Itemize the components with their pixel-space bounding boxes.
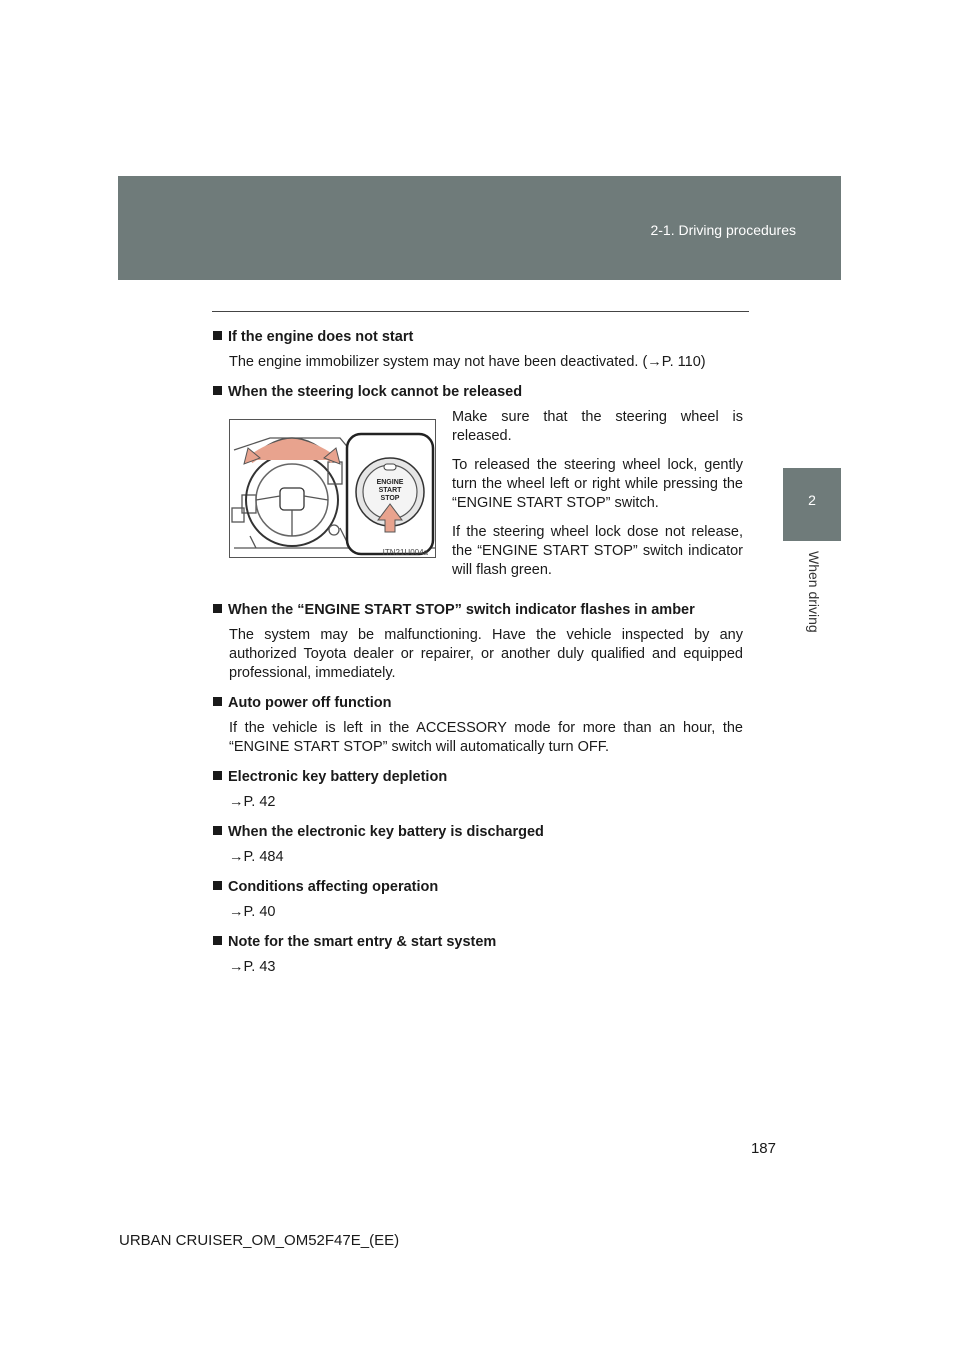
section-heading: Auto power off function — [213, 693, 743, 713]
section-paragraph: To released the steering wheel lock, gently turn the wheel left or right while pressing the “ENGINE START STOP” switch. — [452, 457, 743, 511]
page-number: 187 — [750, 1140, 776, 1157]
chapter-number: 2 — [808, 492, 816, 508]
button-line: STOP — [380, 495, 400, 502]
section-body: The engine immobilizer system may not have been deactivated. (→P. 110) — [229, 354, 706, 370]
page-reference: →P. 43 — [229, 959, 276, 975]
section-heading: Electronic key battery depletion — [213, 767, 743, 787]
section-body: The system may be malfunctioning. Have the vehicle inspected by any authorized Toyota dealer or repairer, or another duly qualified and equipped professional, immediately. — [229, 627, 743, 681]
square-bullet-icon — [213, 771, 222, 780]
content — [213, 327, 743, 987]
section-heading: Note for the smart entry & start system — [213, 932, 743, 952]
chapter-label — [806, 551, 826, 651]
square-bullet-icon — [213, 826, 222, 835]
section-heading: Conditions affecting operation — [213, 877, 743, 897]
button-line: ENGINE — [376, 479, 404, 486]
section-heading: When the “ENGINE START STOP” switch indicator flashes in amber — [213, 600, 743, 620]
square-bullet-icon — [213, 936, 222, 945]
steering-wheel-drawing — [230, 420, 435, 557]
square-bullet-icon — [213, 386, 222, 395]
steering-wheel-illustration — [229, 419, 436, 558]
section-heading: When the steering lock cannot be released — [213, 382, 743, 402]
square-bullet-icon — [213, 331, 222, 340]
section-title: 2-1. Driving procedures — [650, 222, 796, 238]
top-rule — [212, 311, 749, 312]
section-paragraph: Make sure that the steering wheel is released. — [452, 409, 743, 444]
section-paragraph: If the steering wheel lock dose not release, the “ENGINE START STOP” switch indicator will flash green. — [452, 524, 743, 578]
figure-code: ITN21U004a — [382, 548, 428, 557]
page-reference: →P. 484 — [229, 849, 284, 865]
page-reference: →P. 42 — [229, 794, 276, 810]
figure-text — [452, 408, 743, 590]
section-body: If the vehicle is left in the ACCESSORY mode for more than an hour, the “ENGINE START STOP” switch will automatically turn OFF. — [229, 720, 743, 755]
square-bullet-icon — [213, 881, 222, 890]
page-reference: →P. 40 — [229, 904, 276, 920]
footer-doc-id: URBAN CRUISER_OM_OM52F47E_(EE) — [119, 1232, 400, 1249]
chapter-label-text: When driving — [806, 551, 822, 633]
button-line: START — [378, 487, 402, 494]
section-heading: When the electronic key battery is discharged — [213, 822, 743, 842]
square-bullet-icon — [213, 697, 222, 706]
figure-row — [229, 408, 743, 590]
section-heading: If the engine does not start — [213, 327, 743, 347]
square-bullet-icon — [213, 604, 222, 613]
